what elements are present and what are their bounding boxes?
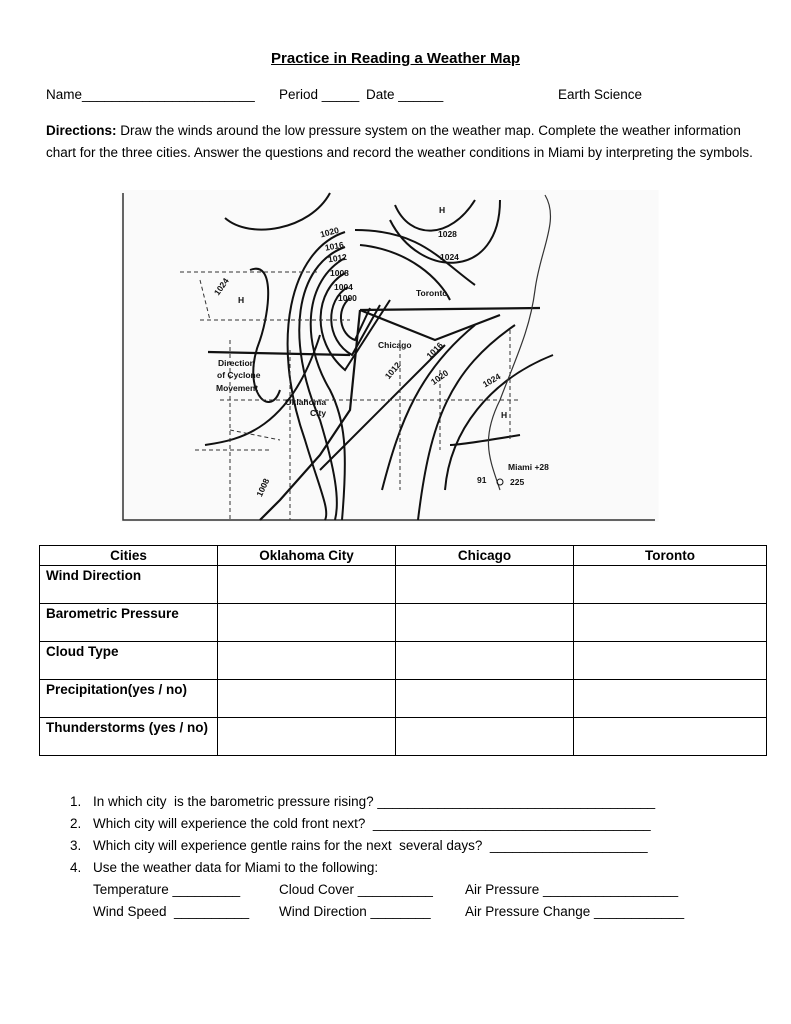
isobar-label: 1024 <box>480 371 503 390</box>
question-1[interactable]: In which city is the barometric pressure rising? _____________________________________ <box>93 794 656 809</box>
table-row <box>40 566 767 604</box>
answer-cell[interactable] <box>574 566 767 604</box>
isobar-label: 1000 <box>338 293 357 303</box>
answer-cell[interactable] <box>574 604 767 642</box>
city-label-toronto: Toronto <box>416 288 448 298</box>
answer-cell[interactable] <box>218 642 396 680</box>
col-header: Oklahoma City <box>218 546 396 566</box>
high-pressure-label: H <box>501 410 508 420</box>
answer-cell[interactable] <box>574 680 767 718</box>
question-number: 1. <box>70 794 82 809</box>
isobar-label: 1020 <box>428 367 451 387</box>
col-header: Chicago <box>396 546 574 566</box>
period-field[interactable]: Period _____ <box>279 87 360 102</box>
isobar-label: 1028 <box>438 229 457 239</box>
cyclone-label: Movement <box>216 383 259 393</box>
row-label: Precipitation(yes / no) <box>40 680 218 718</box>
answer-cell[interactable] <box>574 718 767 756</box>
city-label-miami: Miami +28 <box>508 462 549 472</box>
table-row <box>40 680 767 718</box>
answer-cell[interactable] <box>396 680 574 718</box>
table-row <box>40 642 767 680</box>
question-number: 3. <box>70 838 82 853</box>
miami-air-pressure-field[interactable]: Air Pressure __________________ <box>465 882 679 897</box>
isobar-label: 1004 <box>334 282 353 292</box>
row-label: Thunderstorms (yes / no) <box>40 718 218 756</box>
miami-wind-speed-field[interactable]: Wind Speed __________ <box>93 904 250 919</box>
weather-map <box>120 190 660 530</box>
question-3[interactable]: Which city will experience gentle rains for the next several days? _____________________ <box>93 838 648 853</box>
isobar-label: 1024 <box>440 252 459 262</box>
high-pressure-label: H <box>238 295 245 305</box>
miami-wind-direction-field[interactable]: Wind Direction ________ <box>279 904 431 919</box>
table-row <box>40 718 767 756</box>
directions <box>46 120 756 164</box>
answer-cell[interactable] <box>574 642 767 680</box>
isobar-label: 1012 <box>327 251 348 265</box>
answer-cell[interactable] <box>218 566 396 604</box>
city-label-chicago: Chicago <box>378 340 412 350</box>
directions-text: Draw the winds around the low pressure system on the weather map. Complete the weather information chart for the three cities. Answer the questions and record the weather conditions in Miami by interpreting the symbols. <box>46 123 753 160</box>
subject-label: Earth Science <box>558 87 643 102</box>
question-4: Use the weather data for Miami to the following: <box>93 860 379 875</box>
miami-temperature: 91 <box>477 475 487 485</box>
miami-cloud-cover-field[interactable]: Cloud Cover __________ <box>279 882 433 897</box>
question-number: 4. <box>70 860 82 875</box>
table-row <box>40 604 767 642</box>
high-pressure-label: H <box>439 205 446 215</box>
miami-pressure-change-field[interactable]: Air Pressure Change ____________ <box>465 904 685 919</box>
col-header: Cities <box>40 546 218 566</box>
page-title: Practice in Reading a Weather Map <box>271 50 520 67</box>
row-label: Barometric Pressure <box>40 604 218 642</box>
name-field[interactable]: Name_______________________ <box>46 87 255 102</box>
cyclone-label: Direction <box>218 358 255 368</box>
isobar-label: 1008 <box>330 268 349 278</box>
date-field[interactable]: Date ______ <box>366 87 444 102</box>
answer-cell[interactable] <box>396 718 574 756</box>
col-header: Toronto <box>574 546 767 566</box>
miami-pressure: 225 <box>510 477 525 487</box>
answer-cell[interactable] <box>396 604 574 642</box>
isobar-label: 1016 <box>424 340 445 361</box>
question-2[interactable]: Which city will experience the cold front next? _____________________________________ <box>93 816 651 831</box>
question-number: 2. <box>70 816 82 831</box>
isobar-label: 1024 <box>211 275 231 298</box>
row-label: Wind Direction <box>40 566 218 604</box>
answer-cell[interactable] <box>218 604 396 642</box>
isobar-label: 1020 <box>319 224 340 240</box>
answer-cell[interactable] <box>218 718 396 756</box>
isobar-label: 1012 <box>382 359 403 381</box>
row-label: Cloud Type <box>40 642 218 680</box>
city-label-city: City <box>310 408 327 418</box>
city-label-oklahoma: Oklahoma <box>285 397 327 407</box>
answer-cell[interactable] <box>396 566 574 604</box>
isobar-label: 1016 <box>324 239 345 253</box>
directions-label: Directions: <box>46 123 117 138</box>
weather-info-table <box>39 545 767 756</box>
miami-temperature-field[interactable]: Temperature _________ <box>93 882 241 897</box>
answer-cell[interactable] <box>396 642 574 680</box>
isobar-label: 1008 <box>254 476 272 499</box>
answer-cell[interactable] <box>218 680 396 718</box>
cyclone-label: of Cyclone <box>217 370 261 380</box>
